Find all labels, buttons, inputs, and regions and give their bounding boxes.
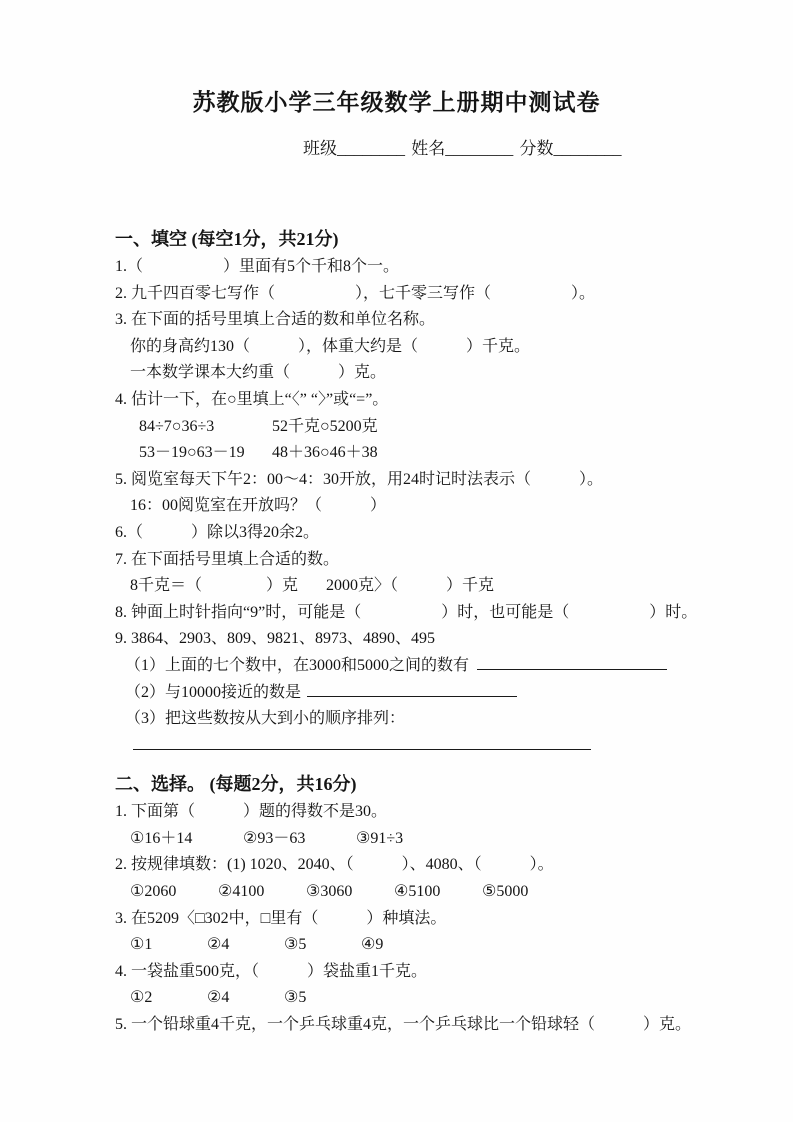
section2-heading: 二、选择。 (每题2分，共16分) [115, 774, 357, 795]
option-3: ③5 [284, 936, 307, 954]
s1-q9-answer-line [115, 733, 733, 760]
option-1: ①16＋14 [130, 829, 193, 847]
s1-q9-sub2 [115, 680, 733, 707]
score-label: 分数 [519, 139, 554, 158]
expression-compare: 52千克○5200克 [272, 417, 378, 435]
s2-q2-options [115, 879, 733, 906]
option-3: ③3060 [306, 883, 353, 901]
score-blank: ________ [553, 139, 622, 158]
expression-compare: 53－19○63－19 [139, 444, 245, 462]
s1-q5: 5. 阅览室每天下午2：00～4：30开放，用24时记时法表示（ ）。 [115, 470, 604, 488]
s2-q1: 1. 下面第（ ）题的得数不是30。 [115, 803, 388, 821]
s2-q3-options [115, 932, 733, 959]
s2-q1-options [115, 826, 733, 853]
option-2: ②4 [207, 989, 230, 1007]
unit-conversion: 8千克＝（ ）克 [130, 577, 299, 595]
page-title: 苏教版小学三年级数学上册期中测试卷 [192, 90, 601, 115]
s2-q3: 3. 在5209〈□302中，□里有（ ）种填法。 [115, 909, 447, 927]
option-2: ②4 [207, 936, 230, 954]
score-field [520, 139, 622, 158]
answer-blank [133, 733, 591, 750]
option-1: ①1 [130, 936, 153, 954]
option-2: ②4100 [218, 883, 265, 901]
option-1: ①2060 [130, 883, 177, 901]
unit-conversion: 2000克〉（ ）千克 [326, 577, 495, 595]
class-blank: ________ [337, 139, 405, 158]
s2-q4: 4. 一袋盐重500克，（ ）袋盐重1千克。 [115, 962, 428, 980]
name-blank: ________ [445, 139, 514, 158]
option-3: ③5 [284, 989, 307, 1007]
s1-q9-sub3: （3）把这些数按从大到小的顺序排列： [125, 710, 406, 728]
s1-q3-line1: 你的身高约130（ ），体重大约是（ ）千克。 [130, 337, 531, 355]
s2-q4-options [115, 985, 733, 1012]
name-field [411, 139, 513, 158]
section1-heading: 一、填空 (每空1分，共21分) [115, 229, 339, 249]
class-field [303, 139, 405, 158]
expression-compare: 84÷7○36÷3 [139, 417, 215, 435]
s1-q5-line1: 16：00阅览室在开放吗？（ ） [130, 497, 387, 515]
answer-blank [307, 680, 517, 697]
s1-q9: 9. 3864、2903、809、9821、8973、4890、495 [115, 630, 436, 648]
expression-compare: 48＋36○46＋38 [272, 444, 378, 462]
s1-q9-sub1 [115, 653, 733, 680]
s1-q7-line [115, 573, 733, 600]
s1-q7: 7. 在下面括号里填上合适的数。 [115, 550, 340, 568]
class-label: 班级 [303, 139, 337, 158]
s1-q1: 1.（ ）里面有5个千和8个一。 [115, 258, 400, 275]
option-2: ②93－63 [243, 829, 306, 847]
paper-body [0, 224, 793, 1039]
s2-q2: 2. 按规律填数：(1) 1020、2040、（ ）、4080、（ ）。 [115, 856, 554, 874]
option-4: ④9 [361, 936, 384, 954]
s1-q2: 2. 九千四百零七写作（ ），七千零三写作（ ）。 [115, 284, 596, 302]
s1-q4: 4. 估计一下，在○里填上“〈” “〉”或“=”。 [115, 390, 389, 408]
s1-q6: 6.（ ）除以3得20余2。 [115, 523, 320, 541]
s1-q3: 3. 在下面的括号里填上合适的数和单位名称。 [115, 311, 436, 329]
question-text: （2）与10000接近的数是 [125, 683, 302, 701]
s2-q5: 5. 一个铅球重4千克，一个乒乓球重4克，一个乒乓球比一个铅球轻（ ）克。 [115, 1016, 692, 1034]
name-label: 姓名 [411, 139, 446, 158]
s1-q3-line2: 一本数学课本大约重（ ）克。 [130, 364, 387, 382]
header-fields [0, 136, 793, 162]
option-1: ①2 [130, 989, 153, 1007]
s1-q4-row1 [115, 414, 733, 441]
s1-q4-row2 [115, 440, 733, 467]
answer-blank [477, 653, 667, 670]
s1-q8: 8. 钟面上时针指向“9”时，可能是（ ）时，也可能是（ ）时。 [115, 603, 698, 621]
question-text: （1）上面的七个数中，在3000和5000之间的数有 [125, 656, 470, 674]
option-4: ④5100 [394, 883, 441, 901]
option-3: ③91÷3 [356, 829, 404, 847]
option-5: ⑤5000 [482, 883, 529, 901]
